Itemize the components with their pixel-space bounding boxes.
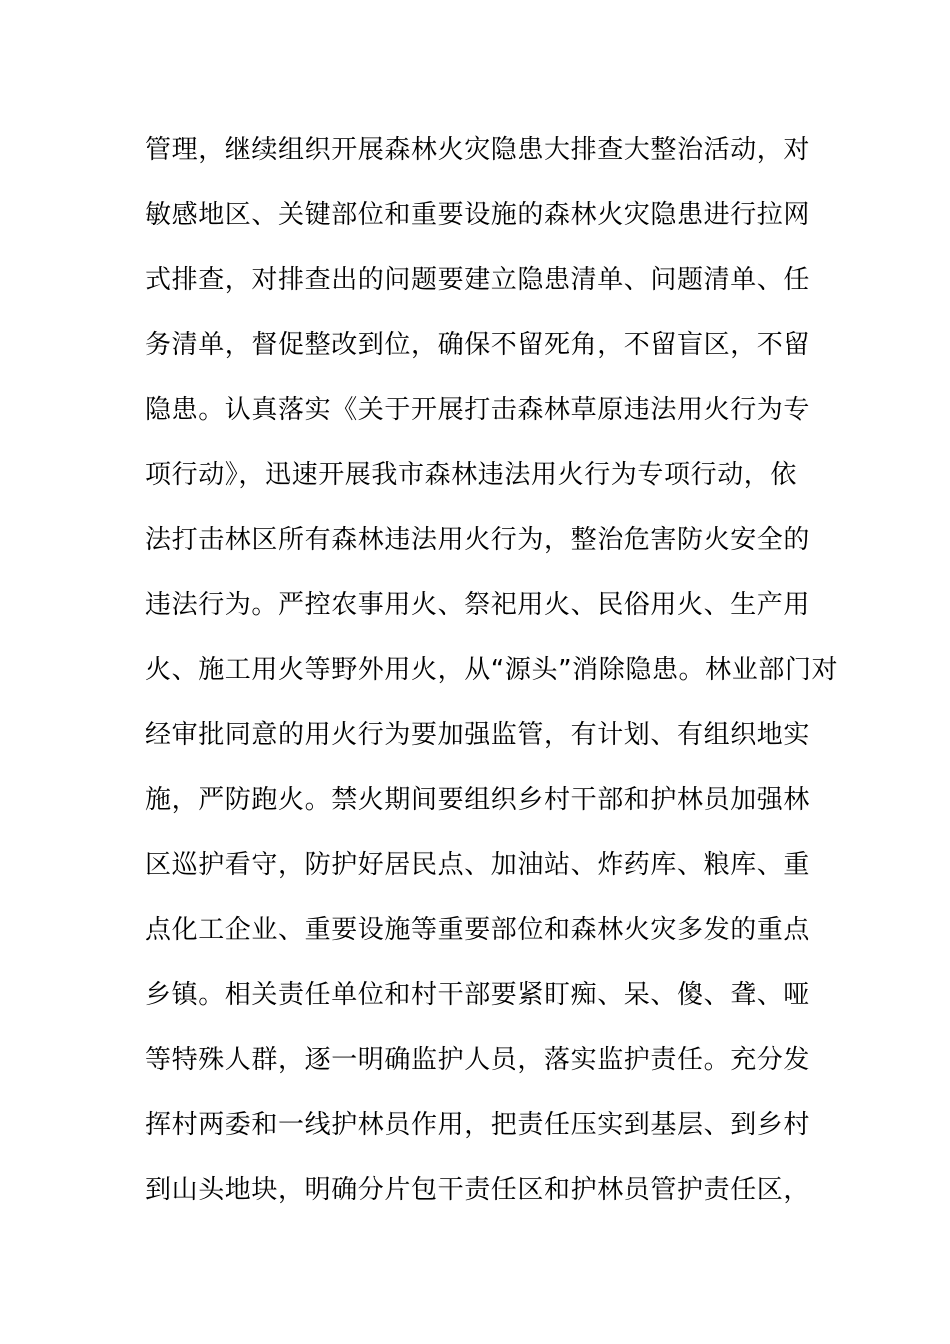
text-line: 到山头地块，明确分片包干责任区和护林员管护责任区， [145, 1175, 811, 1205]
text-line: 务清单，督促整改到位，确保不留死角，不留盲区，不留 [145, 330, 811, 360]
text-line: 法打击林区所有森林违法用火行为，整治危害防火安全的 [145, 525, 811, 555]
text-line: 隐患。认真落实《关于开展打击森林草原违法用火行为专 [145, 395, 811, 425]
body-text [145, 118, 839, 1223]
text-line: 违法行为。严控农事用火、祭祀用火、民俗用火、生产用 [145, 590, 811, 620]
text-line: 施，严防跑火。禁火期间要组织乡村干部和护林员加强林 [145, 785, 811, 815]
text-line: 管理，继续组织开展森林火灾隐患大排查大整治活动，对 [145, 135, 811, 165]
text-line: 式排查，对排查出的问题要建立隐患清单、问题清单、任 [145, 265, 811, 295]
text-line: 挥村两委和一线护林员作用，把责任压实到基层、到乡村 [145, 1110, 811, 1140]
text-line: 经审批同意的用火行为要加强监管，有计划、有组织地实 [145, 720, 811, 750]
text-line: 等特殊人群，逐一明确监护人员，落实监护责任。充分发 [145, 1045, 811, 1075]
text-line: 点化工企业、重要设施等重要部位和森林火灾多发的重点 [145, 915, 811, 945]
text-line: 火、施工用火等野外用火，从“源头”消除隐患。林业部门对 [145, 655, 839, 685]
text-line: 区巡护看守，防护好居民点、加油站、炸药库、粮库、重 [145, 850, 811, 880]
text-line: 项行动》，迅速开展我市森林违法用火行为专项行动，依 [145, 460, 798, 490]
text-line: 敏感地区、关键部位和重要设施的森林火灾隐患进行拉网 [145, 200, 811, 230]
text-line: 乡镇。相关责任单位和村干部要紧盯痴、呆、傻、聋、哑 [145, 980, 811, 1010]
